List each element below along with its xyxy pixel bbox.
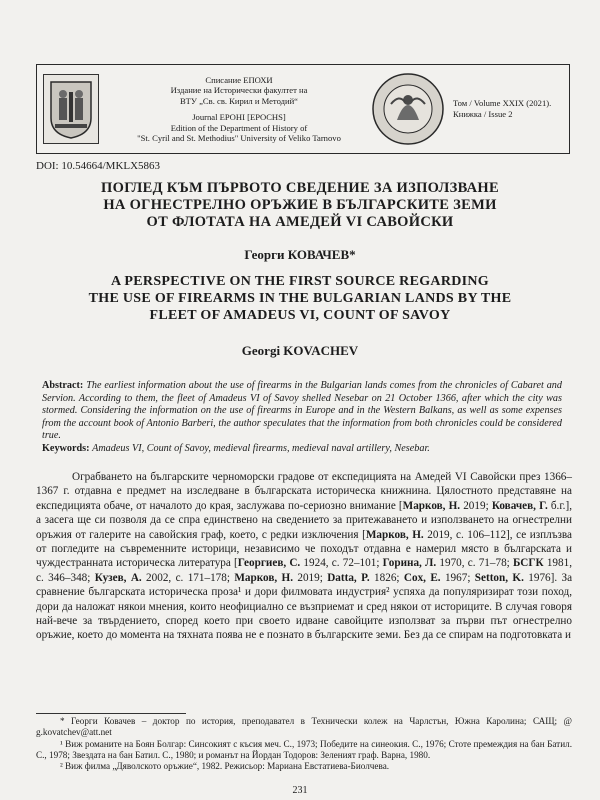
volume-issue [453, 98, 569, 120]
footnote-divider [36, 713, 186, 714]
author-en: Georgi KOVACHEV [241, 343, 359, 358]
body-text-run: 2019; [293, 571, 328, 584]
body-text-run: Ограбването на българските черноморски градове от експедицията на Амедей VI Савойски през 1366–1367 г. отдавна е предмет на изследване в българската историческа книжнина. Цялостното представяне на експедицията обаче, от началото до края, заслужава по-сериозно внимание [ [36, 471, 572, 512]
university-crest-logo [43, 74, 99, 144]
body-text-run: 1967; [440, 571, 475, 584]
footnote-author: * Георги Ковачев – доктор по история, преподавател в Технически колеж на Чарлстън, Южна Каролина; САЩ; @ g.kovatchev@att.net [36, 716, 572, 738]
title-bg-line: ОТ ФЛОТАТА НА АМЕДЕЙ VI САВОЙСКИ [146, 214, 454, 230]
volume-label: Том / Volume XXIX (2021). [453, 98, 552, 108]
footnotes [36, 716, 572, 772]
article-title-bg [40, 180, 560, 231]
citation-author: Ковачев, Г. [491, 499, 548, 512]
title-en-line: THE USE OF FIREARMS IN THE BULGARIAN LANDS BY THE [88, 291, 512, 306]
title-en-line: FLEET OF AMADEUS VI, COUNT OF SAVOY [149, 308, 451, 323]
issue-label: Книжка / Issue 2 [453, 109, 513, 119]
citation-author: БСГК [512, 557, 544, 570]
journal-name-bg: Списание ЕПОХИ [205, 74, 273, 85]
body-text-run: 1924, с. 72–101; [300, 557, 383, 570]
doi: DOI: 10.54664/MKLX5863 [36, 160, 161, 172]
body-text-run: 2019, с. 106–112], се изплъзва от погледите на съвременните историци, независимо че походът отдавна е намерил място в българската и чуждестранната историческа литература [ [36, 528, 573, 570]
body-text-run: 1970, с. 71–78; [436, 557, 513, 570]
abstract-label: Abstract: [42, 380, 84, 391]
edition-en: Edition of the Department of History of [170, 122, 308, 133]
body-text-run: 1976]. За сравнение българската историческа проза¹ и дори филмовата индустрия² успяха да популяризират този поход, дори да наложат някои мнения, които неофициално се възприемат и сред някои от историците. В случая говоря най-вече за твърдението, според което при своето идване савойците използват за първи път огнестрелно оръжие, което до момента на тяхната поява не е познато в българските земи. Без да се спирам на подготовката и [36, 571, 573, 642]
citation-author: Марков, Н. [365, 528, 424, 541]
body-text-run: б.г.], а засега ще си позволя да се спра единствено на сведението за притежаването и използването на огнестрелни оръжия от галерите на савойския граф, което, с редки изключения [ [36, 499, 572, 541]
keywords-label: Keywords: [42, 442, 90, 454]
journal-header [36, 64, 570, 154]
title-bg-line: ПОГЛЕД КЪМ ПЪРВОТО СВЕДЕНИЕ ЗА ИЗПОЛЗВАНЕ [101, 180, 499, 196]
citation-author: Cox, E. [403, 571, 441, 584]
edition-bg: Издание на Исторически факултет на [170, 85, 308, 95]
university-bg: ВТУ „Св. св. Кирил и Методий“ [180, 95, 298, 106]
round-seal-icon [371, 72, 445, 146]
body-text-run: 1981, с. 346–348; [36, 557, 572, 584]
journal-name-en: Journal EPOHI [EPOCHS] [192, 112, 286, 122]
citation-author: Георгиев, С. [237, 557, 301, 570]
author-bg: Георги КОВАЧЕВ* [244, 247, 356, 262]
citation-author: Datta, P. [327, 571, 370, 584]
page-number: 231 [292, 785, 308, 796]
citation-author: Марков, Н. [402, 499, 461, 512]
body-paragraph [36, 470, 572, 643]
citation-author: Марков, Н. [234, 571, 294, 584]
citation-author: Горина, Л. [382, 557, 437, 570]
title-en-line: A PERSPECTIVE ON THE FIRST SOURCE REGARDING [110, 274, 489, 289]
body-text-run: 2002, с. 171–178; [141, 571, 235, 584]
citation-author: Setton, K. [474, 571, 524, 584]
footnote-2: ² Виж филма „Дяволското оръжие“, 1982. Режисьор: Мариана Евстатиева-Биолчева. [60, 761, 390, 772]
faculty-seal-logo [369, 70, 447, 148]
body-text-run: 2019; [460, 499, 492, 512]
abstract-text: The earliest information about the use of firearms in the Bulgarian lands comes from the chronicles of Cabaret and Servion. According to them, the fleet of Amadeus VI of Savoy shelled Nesebar on 21 October 1366, after which the city was stormed. Considering the information on the use of firearms in Europe and in the Western Balkans, as well as some expenses from the account book of Antonio Barberi, the author speculates that the information from both chronicles could be considered true. [42, 380, 562, 441]
saints-crest-icon [47, 78, 95, 140]
keywords-text: Amadeus VI, Count of Savoy, medieval firearms, medieval naval artillery, Nesebar. [92, 442, 430, 454]
university-en: "St. Cyril and St. Methodius" University of Veliko Tarnovo [137, 133, 341, 143]
abstract [42, 380, 562, 455]
body-text-run: 1826; [369, 571, 404, 584]
footnote-1: ¹ Виж романите на Боян Болгар: Синсокият с късия меч. С., 1973; Победите на синеокия. С., 1976; Стоте премеждия на бан Батил. С., 1978; Звездата на бан Батил. С., 1980; и романът на Йордан Тодоров: Зеленият граф. Варна, 1980. [36, 738, 572, 760]
journal-info [99, 75, 369, 144]
title-bg-line: НА ОГНЕСТРЕЛНО ОРЪЖИЕ В БЪЛГАРСКИТЕ ЗЕМИ [103, 197, 497, 213]
citation-author: Кузев, А. [94, 571, 142, 584]
article-title-en [40, 273, 560, 324]
